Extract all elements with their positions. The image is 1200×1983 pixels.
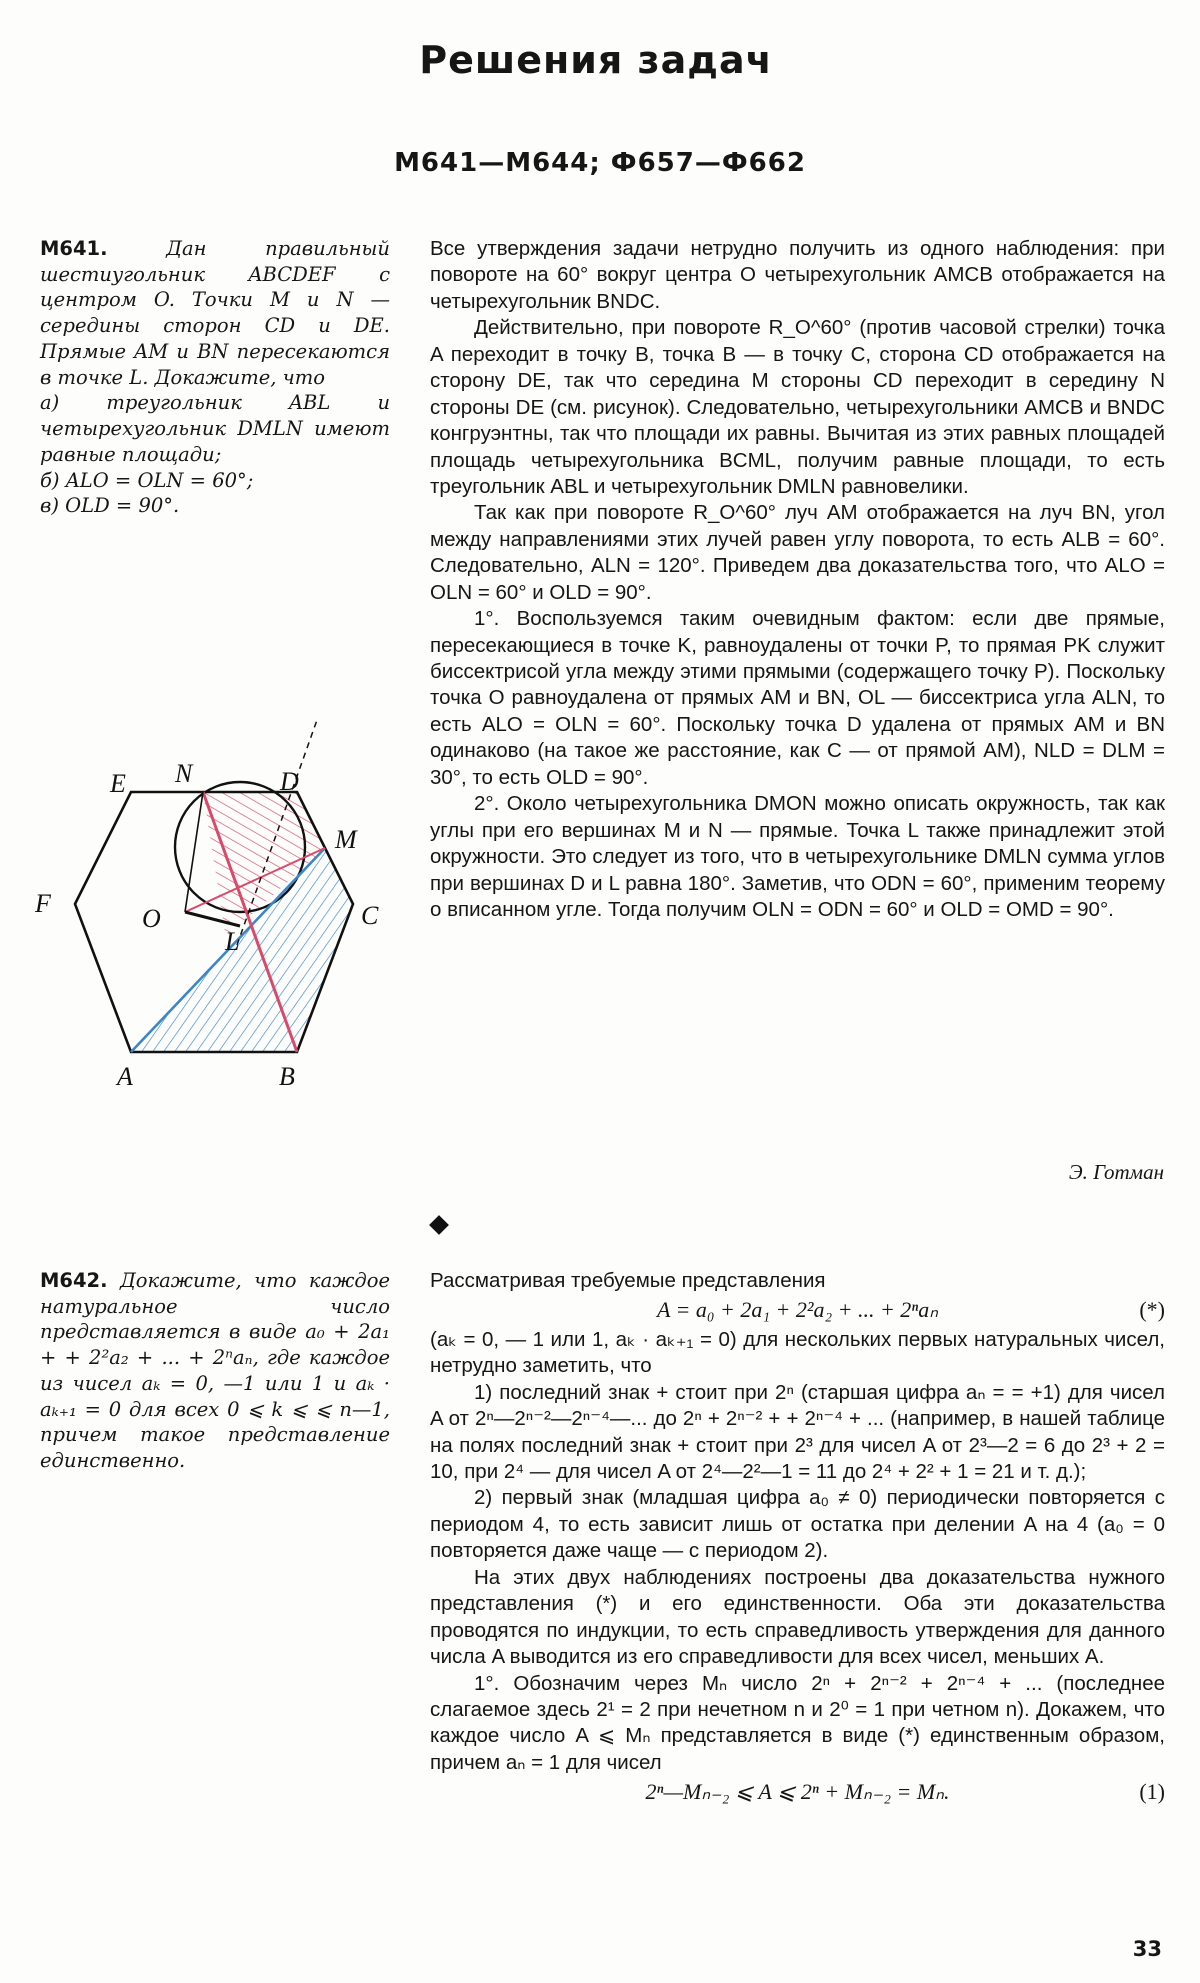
m641-item-c: в) OLD = 90°. xyxy=(40,494,180,518)
m642-point-1: 1) последний знак + стоит при 2ⁿ (старшая цифра aₙ = = +1) для чисел A от 2ⁿ—2ⁿ⁻²—2ⁿ⁻⁴—... до 2ⁿ + 2ⁿ⁻² + + 2ⁿ⁻⁴ + ... (например, в нашей таблице на полях последний знак + стоит при 2³ для чисел A от 2³—2 = 6 до 2³ + 2 = 10, при 2⁴ — для чисел A от 2⁴—2²—1 = 11 до 2⁴ + 2² + 1 = 21 и т. д.); xyxy=(430,1380,1165,1483)
author: Э. Готман xyxy=(1068,1160,1164,1184)
m642-label: М642. xyxy=(40,1269,108,1292)
label-M: M xyxy=(335,825,357,854)
section-subtitle: М641—М644; Ф657—Ф662 xyxy=(394,148,806,178)
m642-intro: Рассматривая требуемые представления xyxy=(430,1269,826,1292)
m641-solution-para-1: Все утверждения задачи нетрудно получить из одного наблюдения: при повороте на 60° вокруг центра O четырехугольник AMCB отображается на четырехугольник BNDC. xyxy=(430,237,1165,313)
page-number: 33 xyxy=(1132,1937,1162,1961)
m642-formula-2-text: 2ⁿ—Mₙ₋₂ ⩽ A ⩽ 2ⁿ + Mₙ₋₂ = Mₙ. xyxy=(645,1779,950,1805)
m641-solution xyxy=(430,236,1165,923)
m642-para-induction: На этих двух наблюдениях построены два доказательства нужного представления (*) и его единственности. Оба эти доказательства проводятся по индукции, то есть справедливость утверждения для данного числа A выводится из его справедливости для всех чисел, меньших A. xyxy=(430,1565,1165,1669)
label-B: B xyxy=(279,1062,295,1091)
m642-statement xyxy=(40,1268,390,1474)
label-A: A xyxy=(117,1062,133,1091)
m642-point-2: 2) первый знак (младшая цифра a₀ ≠ 0) периодически повторяется с периодом 4, то есть зависит лишь от остатка при делении A на 4 (a₀ = 0 повторяется даже чаще — с периодом 2). xyxy=(430,1486,1165,1563)
m642-formula-2 xyxy=(430,1778,1165,1806)
m641-solution-para-4: 1°. Воспользуемся таким очевидным фактом: если две прямые, пересекающиеся в точке K, равноудалены от точки P, то прямая PK служит биссектрисой угла между этими прямыми (содержащего точку P). Поскольку точка O равноудалена от прямых AM и BN, OL — биссектриса угла ALN, то есть ALO = OLN = 60°. Поскольку точка D удалена от прямых AM и BN одинаково (на такое же расстояние, как C — от прямой AM), NLD = DLM = 30°, то есть OLD = 90°. xyxy=(430,607,1165,789)
m641-label: М641. xyxy=(40,237,108,260)
m641-statement xyxy=(40,236,390,519)
m642-text: Докажите, что каждое натуральное число представляется в виде a₀ + 2a₁ + + 2²a₂ + ... + 2ⁿaₙ, где каждое из чисел aₖ = 0, —1 или 1 и aₖ · aₖ₊₁ = 0 для всех 0 ⩽ k ⩽ ⩽ n—1, причем такое представление единственно. xyxy=(40,1269,390,1473)
page-title: Решения задач xyxy=(419,38,773,82)
label-E: E xyxy=(110,769,126,798)
label-F: F xyxy=(35,889,51,918)
m642-formula xyxy=(430,1296,1165,1324)
hexagon-figure xyxy=(25,700,425,1100)
m642-after-formula: (aₖ = 0, — 1 или 1, aₖ · aₖ₊₁ = 0) для нескольких первых натуральных чисел, нетрудно заметить, что xyxy=(430,1327,1165,1378)
m642-formula-text: A = a₀ + 2a₁ + 2²a₂ + ... + 2ⁿaₙ xyxy=(656,1297,938,1323)
label-L: L xyxy=(225,927,240,956)
label-D: D xyxy=(280,767,299,796)
section-divider-diamond xyxy=(429,1215,449,1235)
m641-text: Дан правильный шестиугольник ABCDEF с центром O. Точки M и N — середины сторон CD и DE. Прямые AM и BN пересекаются в точке L. Докажите, что xyxy=(40,237,390,389)
m642-solution xyxy=(430,1268,1165,1809)
label-N: N xyxy=(175,759,193,788)
label-C: C xyxy=(361,901,379,930)
label-O: O xyxy=(142,904,161,933)
m641-item-b: б) ALO = OLN = 60°; xyxy=(40,468,254,492)
m641-solution-para-2: Действительно, при повороте R_O^60° (против часовой стрелки) точка A переходит в точку B, точка B — в точку C, сторона CD отображается на сторону DE, так что середина M стороны CD переходит в середину N стороны DE (см. рисунок). Следовательно, четырехугольники AMCB и BNDC конгруэнтны, так что площади их равны. Вычитая из этих равных площадей площадь четырехугольника BCML, получим равные площади, то есть треугольник ABL и четырехугольник DMLN равновелики. xyxy=(430,316,1165,498)
m642-formula-tag: (*) xyxy=(1139,1297,1165,1323)
m641-solution-para-3: Так как при повороте R_O^60° луч AM отображается на луч BN, угол между направлениями этих лучей равен углу поворота, то есть ALB = 60°. Следовательно, ALN = 120°. Приведем два доказательства того, что ALO = OLN = 60° и OLD = 90°. xyxy=(430,501,1165,604)
m642-formula-2-tag: (1) xyxy=(1139,1779,1165,1805)
m641-item-a: а) треугольник ABL и четырехугольник DMLN имеют равные площади; xyxy=(40,391,390,466)
m641-solution-para-5: 2°. Около четырехугольника DMON можно описать окружность, так как углы при его вершинах M и N — прямые. Точка L также принадлежит этой окружности. Это следует из того, что в четырехугольнике DMLN сумма углов при вершинах D и L равна 180°. Заметив, что ODN = 60°, применим теорему о вписанном угле. Тогда получим OLN = ODN = 60° и OLD = OMD = 90°. xyxy=(430,792,1165,921)
m642-para-1: 1°. Обозначим через Mₙ число 2ⁿ + 2ⁿ⁻² + 2ⁿ⁻⁴ + ... (последнее слагаемое здесь 2¹ = 2 при нечетном n и 2⁰ = 1 при четном n). Докажем, что каждое число A ⩽ Mₙ представляется в виде (*) единственным образом, причем aₙ = 1 для чисел xyxy=(430,1671,1165,1774)
